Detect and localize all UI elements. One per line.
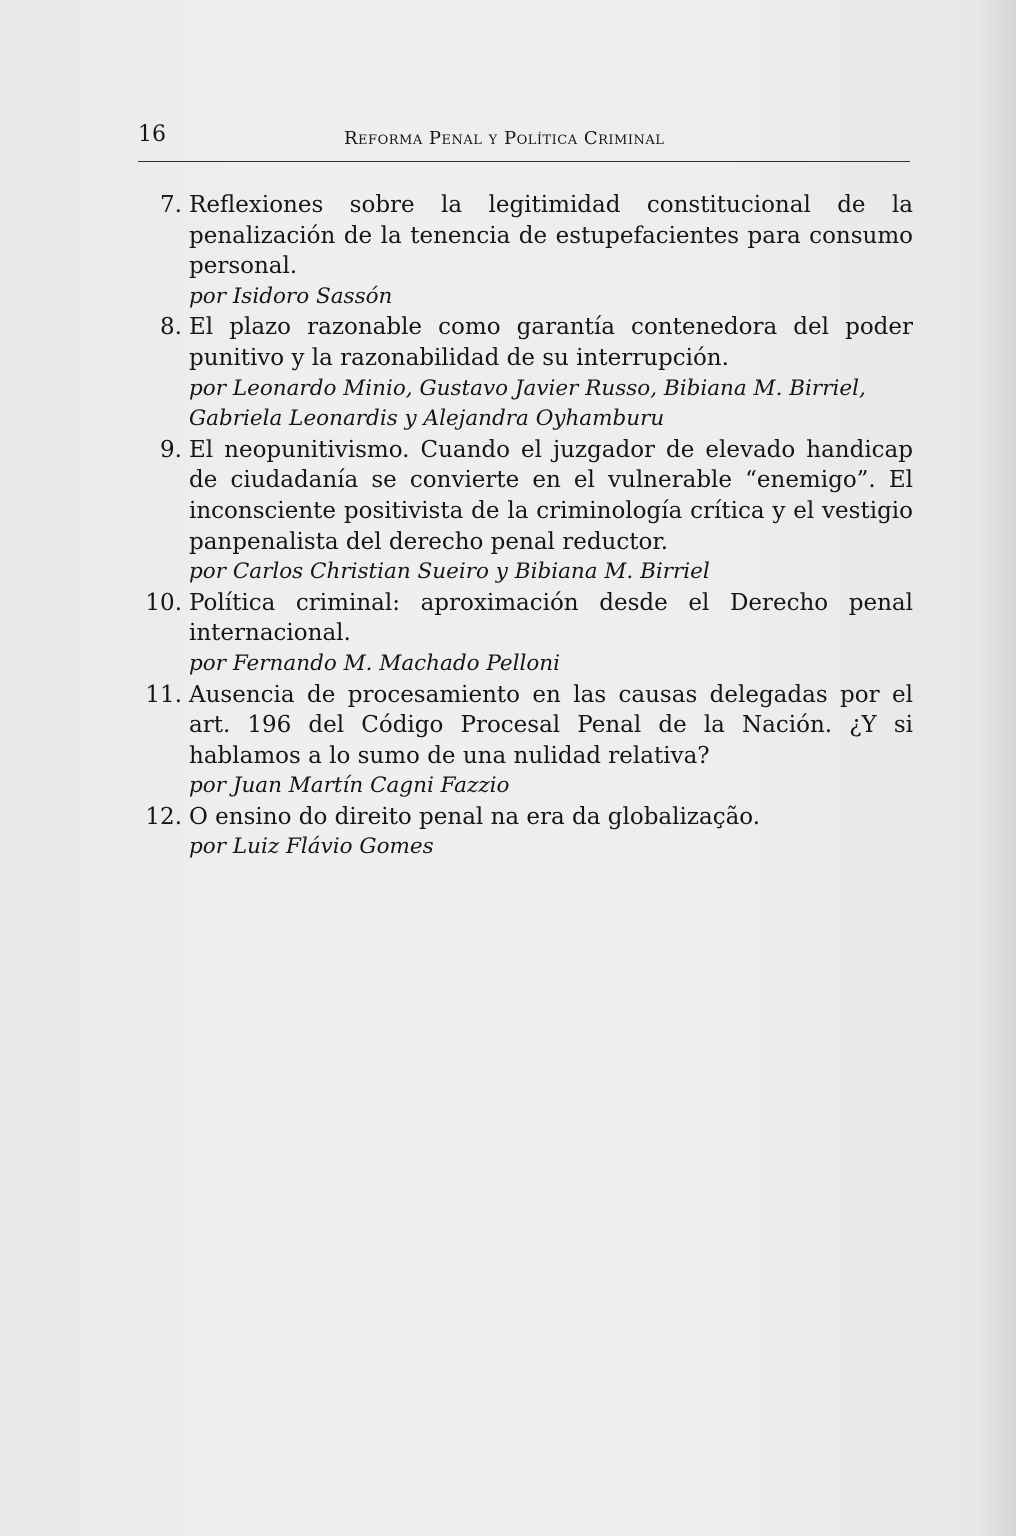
page-number: 16 (138, 122, 166, 147)
toc-entry (138, 312, 913, 434)
toc-entry (138, 680, 913, 802)
toc-entry (138, 190, 913, 312)
entry-title: O ensino do direito penal na era da globalização. (189, 803, 761, 830)
entry-author: por Fernando M. Machado Pelloni (189, 650, 561, 676)
toc-entry (138, 435, 913, 588)
entry-author: por Luiz Flávio Gomes (189, 834, 434, 860)
entry-author: por Isidoro Sassón (189, 283, 393, 309)
running-head (138, 118, 908, 162)
entry-number: 7. (160, 192, 182, 218)
entry-number: 8. (160, 314, 182, 341)
entry-number: 11. (145, 681, 182, 708)
header-rule (138, 161, 910, 162)
running-title: Reforma Penal y Política Criminal (344, 128, 665, 149)
entry-title: El plazo razonable como garantía contenedora del poder punitivo y la razonabilidad de su interrupción. (189, 314, 913, 371)
entry-number: 9. (160, 436, 182, 463)
toc-entry (138, 802, 913, 863)
table-of-contents (138, 190, 913, 863)
entry-title: Ausencia de procesamiento en las causas delegadas por el art. 196 del Código Procesal Penal de la Nación. ¿Y si hablamos a lo sumo de una nulidad relativa? (189, 681, 913, 769)
entry-author: por Carlos Christian Sueiro y Bibiana M. Birriel (189, 559, 710, 585)
page-edge-shadow (976, 0, 1016, 1536)
entry-title: Política criminal: aproximación desde el Derecho penal internacional. (189, 589, 913, 647)
entry-number: 10. (145, 589, 182, 616)
entry-author: por Juan Martín Cagni Fazzio (189, 773, 510, 799)
entry-author: por Leonardo Minio, Gustavo Javier Russo, Bibiana M. Birriel, Gabriela Leonardis y Alejandra Oyhamburu (189, 375, 866, 432)
entry-title: El neopunitivismo. Cuando el juzgador de elevado handicap de ciudadanía se convierte en el vulnerable “enemigo”. El inconsciente positivista de la criminología crítica y el vestigio panpenalista del derecho penal reductor. (189, 436, 913, 555)
entry-number: 12. (145, 803, 182, 830)
entry-title: Reflexiones sobre la legitimidad constitucional de la penalización de la tenencia de estupefacientes para consumo personal. (189, 192, 913, 280)
toc-entry (138, 588, 913, 680)
